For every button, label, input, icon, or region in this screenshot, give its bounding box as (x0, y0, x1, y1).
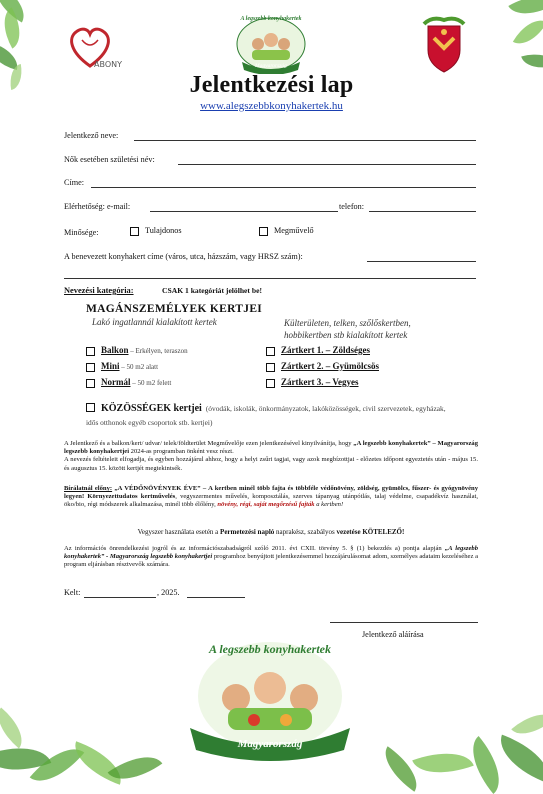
garden-address-field-2[interactable] (64, 278, 476, 279)
coat-of-arms (418, 14, 470, 76)
community-option[interactable] (86, 401, 456, 429)
private-gardens-title: MAGÁNSZEMÉLYEK KERTJEI (86, 303, 263, 315)
balkon-desc: – Erkélyen, teraszon (128, 347, 188, 355)
website-link[interactable]: www.alegszebbkonyhakertek.hu (200, 100, 343, 112)
normal-option[interactable] (86, 377, 171, 388)
name-field[interactable] (134, 140, 476, 141)
zartkert-3-label: Zártkert 3. – Vegyes (281, 377, 359, 387)
cultivator-label: Megművelő (274, 226, 314, 235)
outer-gardens-subtitle: Külterületen, telken, szőlőskertben, hobbikertben stb kialakított kertek (284, 318, 411, 340)
balkon-checkbox[interactable] (86, 347, 95, 356)
community-title: KÖZÖSSÉGEK kertjei (101, 403, 202, 414)
garden-address-label: A benevezett konyhakert címe (város, utca, házszám, vagy HRSZ szám): (64, 252, 303, 261)
category-label: Nevezési kategória: (64, 286, 134, 295)
address-field[interactable] (91, 187, 476, 188)
date-year: , 2025. (157, 588, 180, 597)
zartkert-1-label: Zártkert 1. – Zöldséges (281, 345, 370, 355)
evaluation-paragraph: Bírálatnál előny: „A VÉDŐNÖVÉNYEK ÉVE” – A kertben minél több fajta és többféle védőnövény, zöldség, gyümölcs, fűszer- és gyógynövény legyen! Környezettudatos kertművelés, vegyszermentes művelés, komposztálás, szerves tápanyag utánpótlás, talaj védelme, csapadékvíz használat, öko/bio, régi módszerek alkalmazása, minél több élőlény, növény, régi, saját megőrzésű fajták a kertben! (64, 485, 478, 509)
owner-label: Tulajdonos (145, 226, 182, 235)
email-label: Elérhetőség: e-mail: (64, 202, 131, 211)
leaf-decoration-bottom-left (0, 648, 180, 768)
mini-checkbox[interactable] (86, 363, 95, 372)
large-logo-bottom-text: Magyarország (237, 738, 303, 750)
private-gardens-subtitle: Lakó ingatlannál kialakított kertek (92, 317, 217, 327)
address-label: Címe: (64, 178, 85, 187)
name-label: Jelentkező neve: (64, 131, 119, 140)
balkon-name: Balkon (101, 345, 129, 355)
cultivator-checkbox[interactable] (259, 226, 314, 236)
phone-label: telefon: (339, 202, 365, 211)
abony-logo-text: ABONY (94, 60, 122, 69)
community-desc: (óvodák, iskolák, önkormányzatok, lakóközösségek, civil szervezetek, egyházak, idős otthonok egyéb csoportok stb. kertjei) (86, 404, 446, 427)
logo-top-text: A legszebb konyhakertek (240, 16, 302, 22)
mini-name: Mini (101, 361, 120, 371)
logo-bottom-text: Magyarország (255, 63, 287, 69)
owner-checkbox[interactable] (130, 226, 182, 236)
maiden-name-label: Nők esetében születési név: (64, 155, 155, 164)
community-checkbox[interactable] (86, 403, 95, 412)
zartkert-3-option[interactable] (266, 377, 359, 388)
leaf-decoration-bottom-right (353, 648, 543, 768)
zartkert-2-label: Zártkert 2. – Gyümölcsös (281, 361, 379, 371)
signature-label: Jelentkező aláírása (362, 630, 424, 639)
zartkert-2-option[interactable] (266, 361, 379, 372)
place-label: Kelt: (64, 588, 81, 597)
konyhakertek-large-logo (176, 632, 364, 762)
balkon-option[interactable] (86, 345, 188, 356)
intro-paragraph: A Jelentkező és a balkon/kert/ udvar/ telek/földterület Megművelője ezen jelentkezésével kinyilvánítja, hogy „A legszebb konyhakertek” – Magyarország legszebb konyhakertjei 2024-as programban önként vesz részt. A nevezés feltételeit elfogadja, és egyben hozzájárul ahhoz, hogy a helyi zsűri tagjai, vagy azok megbízottjai - előzetes időpont egyeztetés után - május 15. és augusztus 15. között kertjét megtekintsék. (64, 440, 478, 472)
garden-address-field-1[interactable] (367, 261, 476, 262)
privacy-paragraph: Az információs önrendelkezési jogról és az információszabadságról szóló 2011. évi CXII. törvény 5. § (1) bekezdés a) pontja alapján „A legszebb konyhakertek” - Magyarország legszebb konyhakertjei programhoz benyújtott jelentkezésemmel hozzájárulásomat adom, személyes adataim kezeléséhez a program eljárásban résztvevők számára. (64, 545, 479, 569)
konyhakertek-logo (228, 14, 314, 74)
cultivator-checkbox-box[interactable] (259, 227, 268, 236)
zartkert-1-checkbox[interactable] (266, 347, 275, 356)
category-note: CSAK 1 kategóriát jelölhet be! (162, 286, 262, 295)
owner-checkbox-box[interactable] (130, 227, 139, 236)
abony-logo (64, 20, 136, 76)
role-label: Minősége: (64, 228, 99, 237)
normal-desc: – 50 m2 felett (130, 379, 172, 387)
signature-field[interactable] (330, 622, 478, 623)
mini-desc: – 50 m2 alatt (119, 363, 159, 371)
zartkert-1-option[interactable] (266, 345, 370, 356)
zartkert-2-checkbox[interactable] (266, 363, 275, 372)
normal-name: Normál (101, 377, 131, 387)
normal-checkbox[interactable] (86, 379, 95, 388)
zartkert-3-checkbox[interactable] (266, 379, 275, 388)
email-field[interactable] (150, 211, 338, 212)
large-logo-top-text: A legszebb konyhakertek (209, 642, 331, 656)
spray-log-notice: Vegyszer használata esetén a Permetezési napló naprakész, szabályos vezetése KÖTELEZŐ! (137, 528, 405, 536)
place-field[interactable] (84, 597, 156, 598)
page-title: Jelentkezési lap (189, 72, 354, 98)
maiden-name-field[interactable] (178, 164, 476, 165)
date-field[interactable] (187, 597, 245, 598)
mini-option[interactable] (86, 361, 158, 372)
phone-field[interactable] (369, 211, 476, 212)
